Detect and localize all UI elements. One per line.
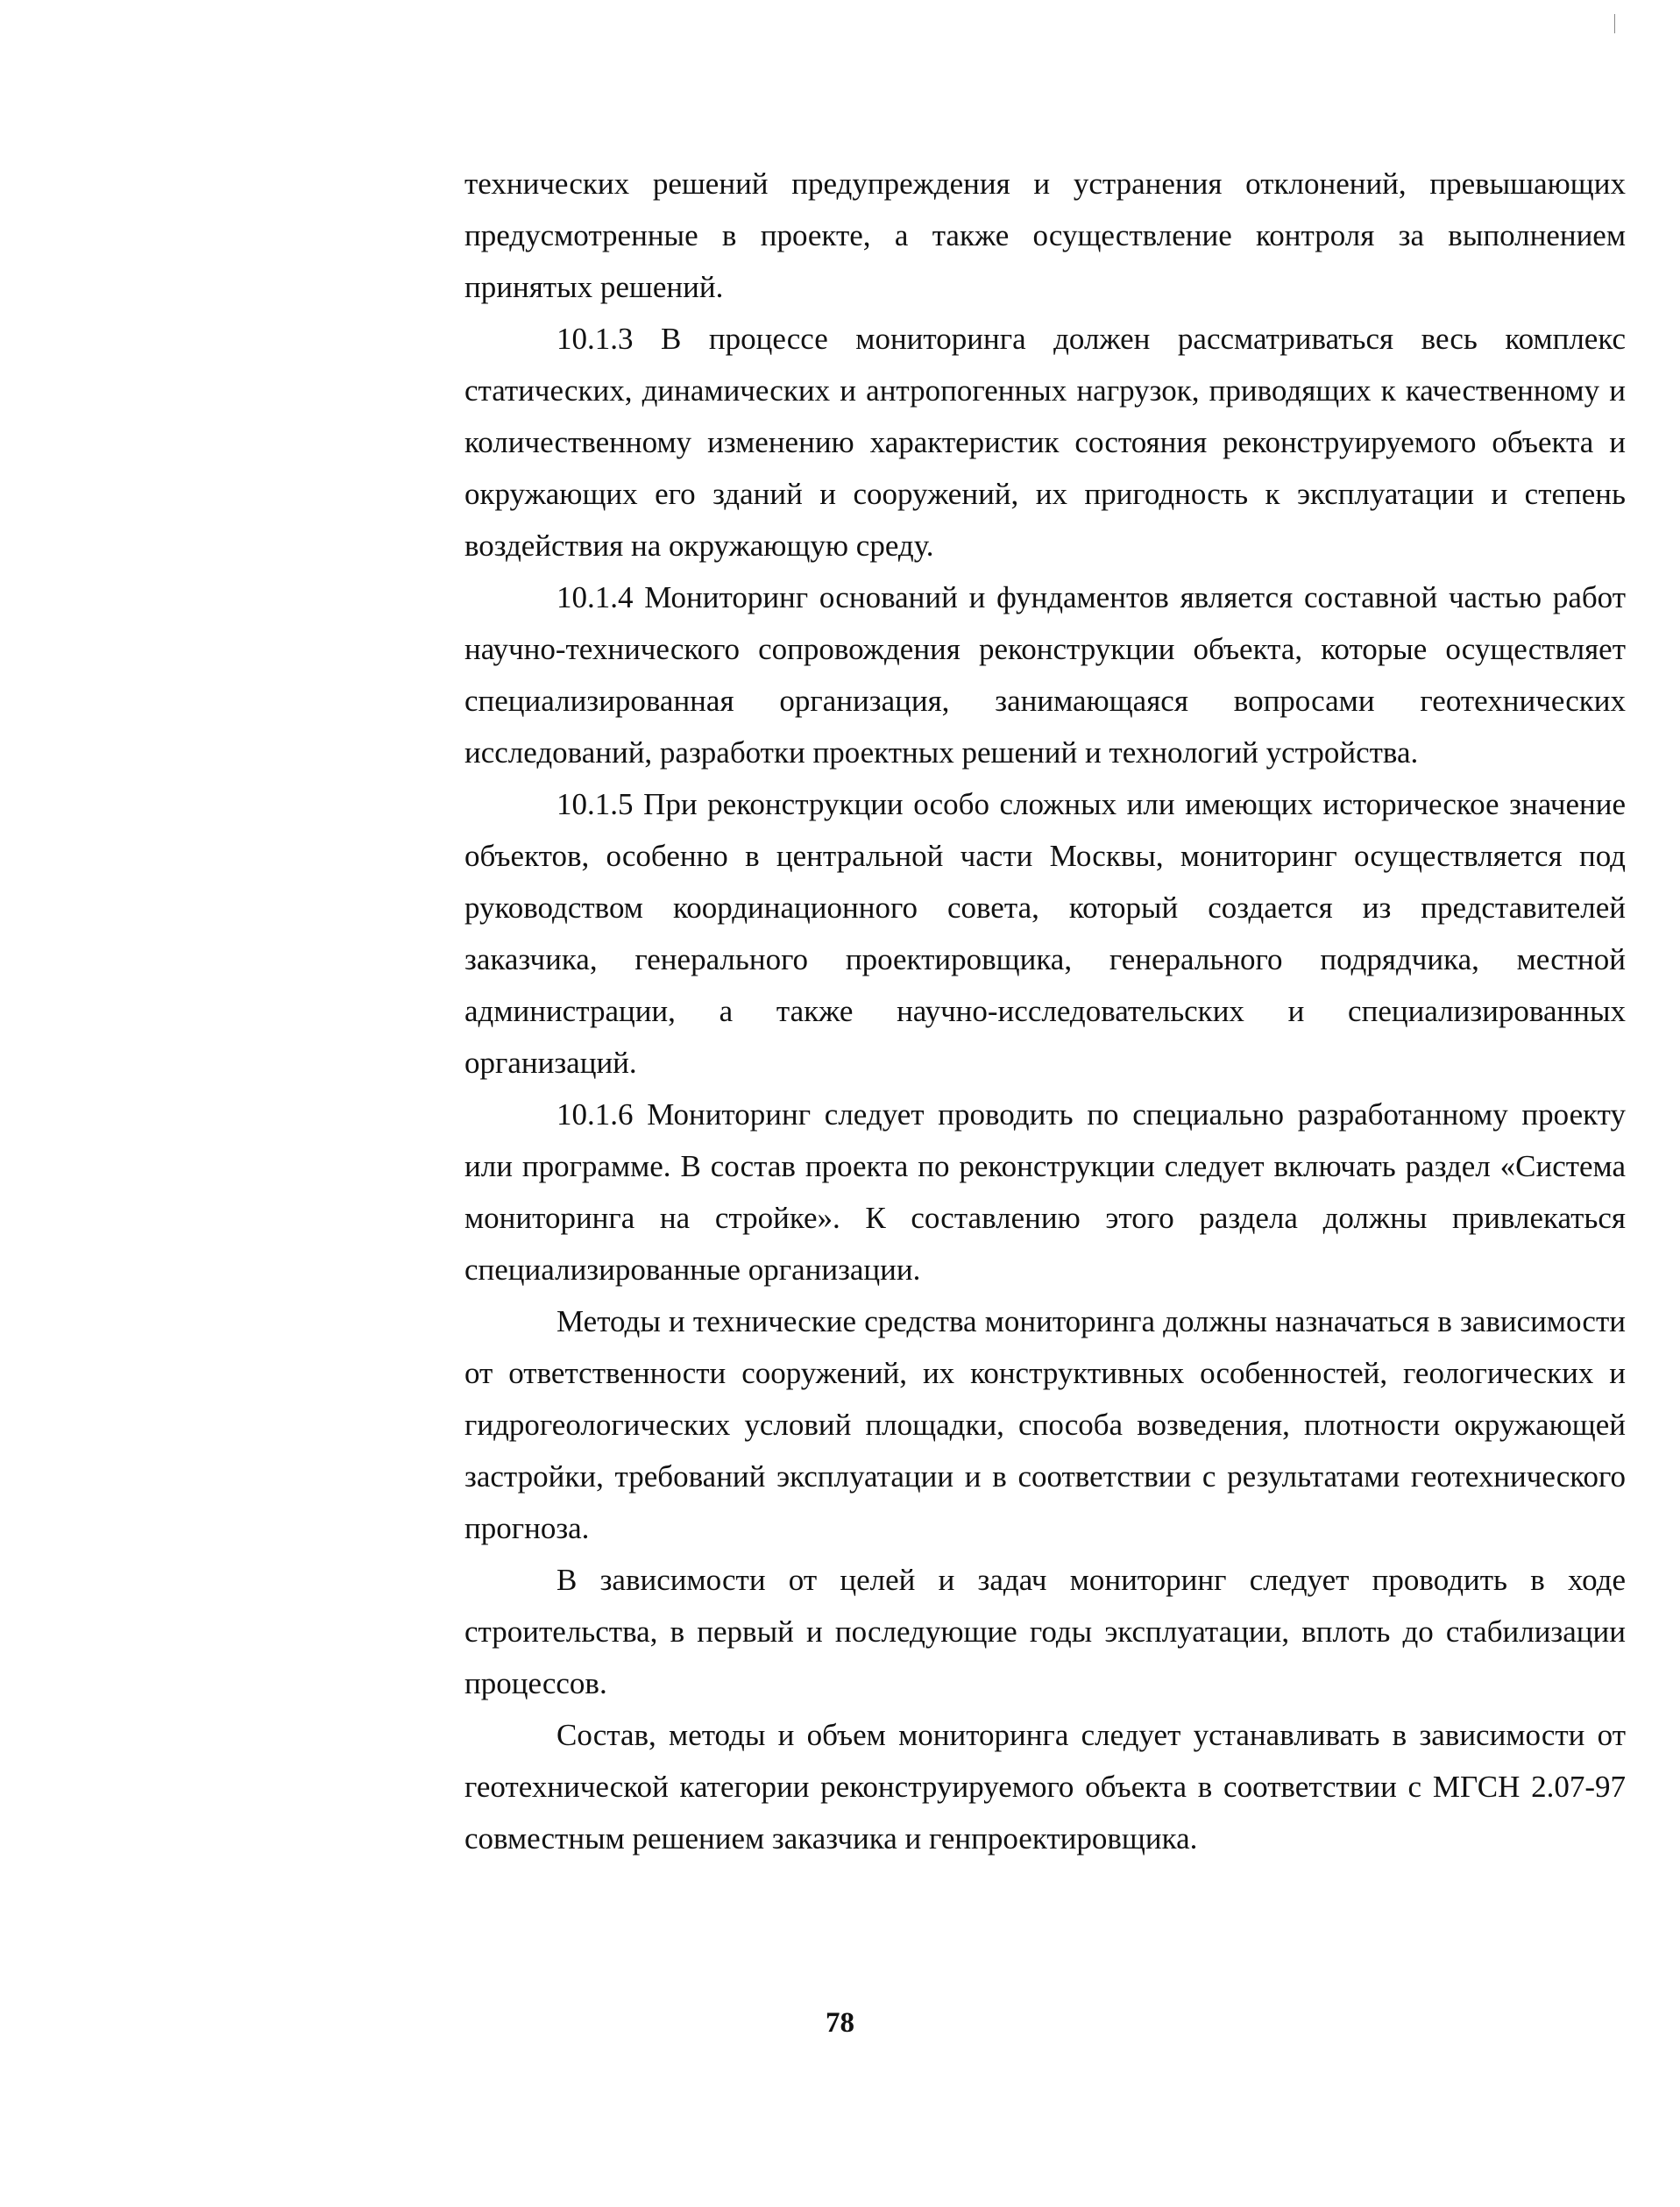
paragraph-10-1-5: 10.1.5 При реконструкции особо сложных или имеющих историческое значение объектов, особенно в центральной части Москвы, мониторинг осуществляется под руководством координационного совета, который создается из представителей заказчика, генерального проектировщика, генерального подрядчика, местной администрации, а также научно-исследовательских и специализированных организаций. — [464, 787, 1626, 1080]
paragraph-10-1-3: 10.1.3 В процессе мониторинга должен рассматриваться весь комплекс статических, динамических и антропогенных нагрузок, приводящих к качественному и количественному изменению характеристик состояния реконструируемого объекта и окружающих его зданий и сооружений, их пригодность к эксплуатации и степень воздействия на окружающую среду. — [464, 322, 1626, 563]
body-text — [464, 158, 1626, 1864]
paragraph-methods: Методы и технические средства мониторинга должны назначаться в зависимости от ответственности сооружений, их конструктивных особенностей, геологических и гидрогеологических условий площадки, способа возведения, плотности окружающей застройки, требований эксплуатации и в соответствии с результатами геотехнического прогноза. — [464, 1304, 1626, 1545]
paragraph-continuation: технических решений предупреждения и устранения отклонений, превышающих предусмотренные в проекте, а также осуществление контроля за выполнением принятых решений. — [464, 167, 1626, 304]
paragraph-composition: Состав, методы и объем мониторинга следует устанавливать в зависимости от геотехнической категории реконструируемого объекта в соответствии с МГСН 2.07-97 совместным решением заказчика и генпроектировщика. — [464, 1718, 1626, 1856]
paragraph-10-1-4: 10.1.4 Мониторинг оснований и фундаментов является составной частью работ научно-технического сопровождения реконструкции объекта, которые осуществляет специализированная организация, занимающаяся вопросами геотехнических исследований, разработки проектных решений и технологий устройства. — [464, 580, 1626, 770]
page-number: 78 — [826, 2007, 854, 2039]
paragraph-timing: В зависимости от целей и задач мониторинг следует проводить в ходе строительства, в первый и последующие годы эксплуатации, вплоть до стабилизации процессов. — [464, 1563, 1626, 1700]
paragraph-10-1-6: 10.1.6 Мониторинг следует проводить по специально разработанному проекту или программе. В состав проекта по реконструкции следует включать раздел «Система мониторинга на стройке». К составлению этого раздела должны привлекаться специализированные организации. — [464, 1097, 1626, 1287]
scan-mark — [1614, 14, 1615, 33]
